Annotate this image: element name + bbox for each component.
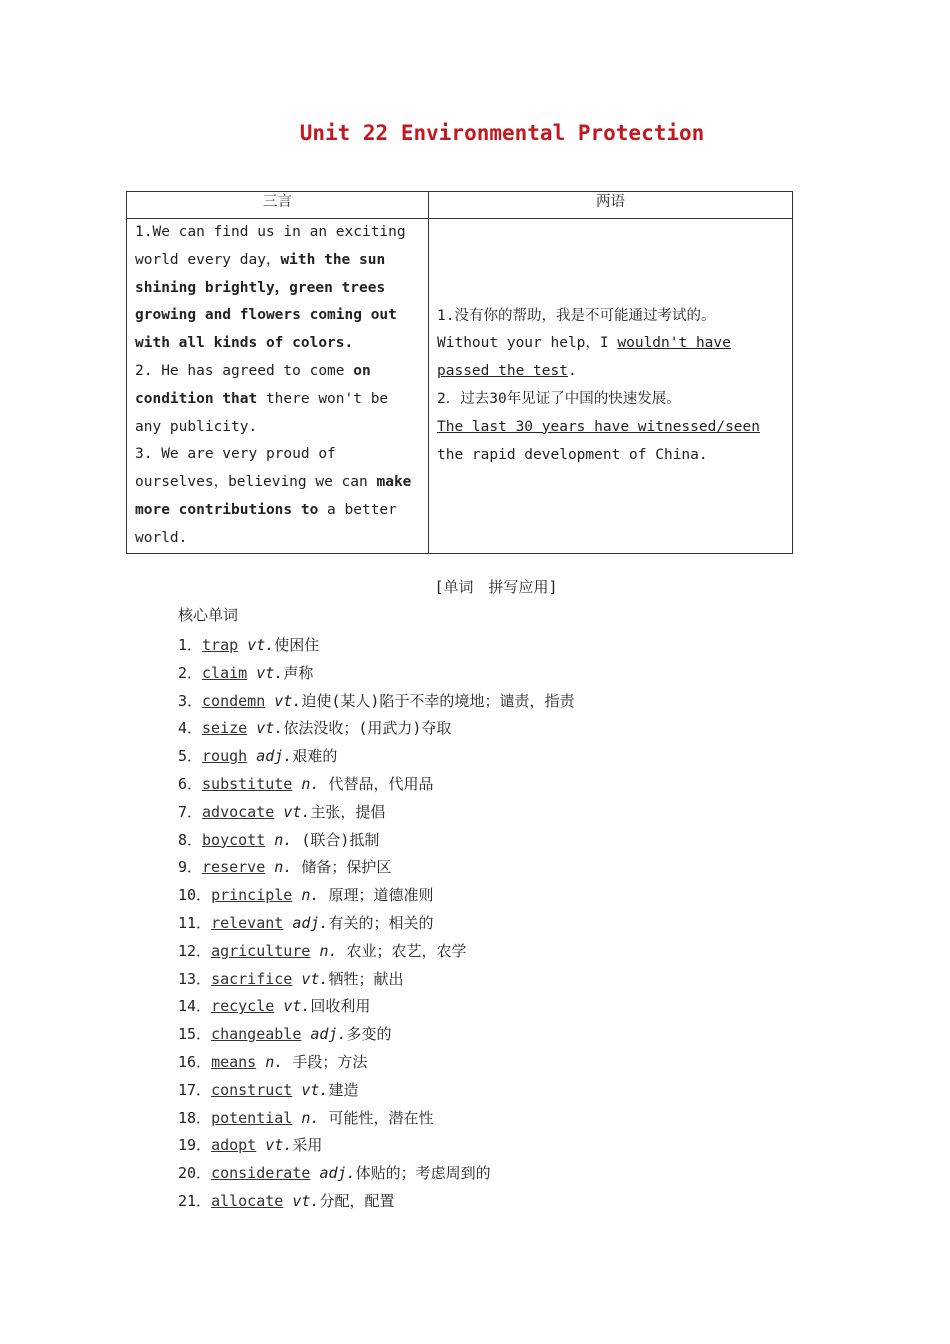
vocab-number: 2．: [178, 663, 203, 682]
vocab-number: 17．: [178, 1080, 212, 1099]
list-item: [178, 688, 574, 716]
vocab-number: 12．: [178, 941, 212, 960]
vocab-word: considerate: [211, 1164, 311, 1183]
bold-phrase: on condition that: [135, 362, 371, 407]
vocab-number: 9．: [178, 858, 203, 877]
text-run: 1.没有你的帮助，我是不可能通过考试的。: [437, 307, 716, 324]
vocab-meaning: 采用: [292, 1136, 323, 1155]
list-item: [178, 1160, 574, 1188]
vocab-pos: vt.: [301, 1080, 329, 1099]
vocab-pos: n.: [301, 774, 320, 793]
vocab-word: boycott: [202, 830, 266, 849]
vocab-word: reserve: [202, 858, 266, 877]
subhead-core-words: 核心单词: [178, 606, 239, 624]
vocab-word: substitute: [202, 774, 293, 793]
vocab-pos: vt.: [292, 1191, 320, 1210]
vocab-word: advocate: [202, 802, 275, 821]
vocab-pos: vt.: [265, 1136, 293, 1155]
column-header-liangyu: 两语: [429, 192, 793, 219]
vocab-meaning: 多变的: [346, 1025, 392, 1044]
vocab-number: 4．: [178, 719, 203, 738]
vocab-number: 15．: [178, 1025, 212, 1044]
vocab-word: sacrifice: [211, 969, 293, 988]
vocab-meaning: 声称: [283, 663, 314, 682]
vocab-meaning: 主张，提倡: [310, 802, 386, 821]
text-run: a better world.: [135, 501, 397, 546]
vocab-pos: n.: [265, 1052, 284, 1071]
text-run: there won't be any publicity.: [135, 390, 389, 435]
text-run: 2. He has agreed to come: [135, 362, 354, 379]
vocab-number: 3．: [178, 691, 203, 710]
paragraph: [135, 358, 420, 441]
list-item: [178, 966, 574, 994]
list-item: [178, 743, 574, 771]
text-run: 1.We can find us in an exciting world every day，: [135, 224, 406, 268]
text-run: Without your help，I: [437, 335, 618, 352]
list-item: [178, 854, 574, 882]
vocab-meaning: 体贴的；考虑周到的: [355, 1164, 491, 1183]
vocab-number: 20．: [178, 1164, 212, 1183]
paragraph: [135, 441, 420, 552]
list-item: [178, 1105, 574, 1133]
list-item: [178, 827, 574, 855]
vocab-pos: adj.: [319, 1164, 356, 1183]
list-item: [178, 771, 574, 799]
text-run: 2．过去30年见证了中国的快速发展。: [437, 391, 681, 407]
vocab-word: recycle: [211, 997, 275, 1016]
sentence-examples-cell: [127, 219, 429, 554]
list-item: [178, 1049, 574, 1077]
vocab-number: 19．: [178, 1136, 212, 1155]
vocab-meaning: (联合)抵制: [292, 830, 380, 849]
vocab-meaning: 牺牲；献出: [328, 969, 404, 988]
vocab-pos: n.: [301, 1108, 320, 1127]
vocab-pos: vt.: [274, 691, 302, 710]
vocab-meaning: 可能性，潜在性: [319, 1108, 434, 1127]
text-run: 3. We are very proud of ourselves，believing we can: [135, 446, 377, 491]
vocab-number: 7．: [178, 802, 203, 821]
vocab-word: changeable: [211, 1025, 302, 1044]
vocab-word: relevant: [211, 913, 284, 932]
vocab-pos: vt.: [283, 802, 311, 821]
vocab-list: [178, 632, 574, 1216]
vocab-meaning: 储备；保护区: [292, 858, 392, 877]
vocab-number: 16．: [178, 1052, 212, 1071]
vocab-pos: vt.: [301, 969, 329, 988]
vocab-pos: n.: [274, 858, 293, 877]
vocab-pos: adj.: [292, 913, 329, 932]
paragraph: [437, 330, 784, 386]
vocab-word: allocate: [211, 1191, 284, 1210]
vocab-number: 6．: [178, 774, 203, 793]
list-item: [178, 1021, 574, 1049]
paragraph: [437, 414, 784, 470]
vocab-meaning: 手段；方法: [283, 1052, 368, 1071]
list-item: [178, 799, 574, 827]
column-header-sanyan: 三言: [127, 192, 429, 219]
list-item: [178, 660, 574, 688]
paragraph: [437, 303, 784, 331]
vocab-word: construct: [211, 1080, 293, 1099]
list-item: [178, 632, 574, 660]
vocab-number: 13．: [178, 969, 212, 988]
bold-phrase: with the sun shining brightly，green trees growing and flowers coming out with all kinds of colors.: [135, 251, 397, 352]
paragraph: [437, 386, 784, 414]
paragraph: [135, 219, 420, 358]
vocab-meaning: 代替品，代用品: [319, 774, 434, 793]
vocab-number: 11．: [178, 913, 212, 932]
vocab-number: 5．: [178, 747, 203, 766]
vocab-word: adopt: [211, 1136, 257, 1155]
text-run: the rapid development of China.: [437, 446, 708, 463]
vocab-pos: n.: [319, 941, 338, 960]
vocab-word: trap: [202, 636, 239, 654]
vocab-meaning: 农业；农艺，农学: [337, 941, 467, 960]
vocab-word: seize: [202, 719, 248, 738]
vocab-pos: n.: [274, 830, 293, 849]
vocab-pos: adj.: [256, 747, 293, 766]
table-header-row: [127, 192, 793, 219]
vocab-pos: vt.: [256, 719, 284, 738]
vocab-word: principle: [211, 886, 293, 905]
vocab-pos: n.: [301, 886, 320, 905]
list-item: [178, 1188, 574, 1216]
vocab-word: potential: [211, 1108, 293, 1127]
underlined-answer: The last 30 years have witnessed/seen: [437, 418, 761, 435]
vocab-number: 8．: [178, 830, 203, 849]
vocab-word: claim: [202, 663, 248, 682]
table-body-row: [127, 219, 793, 554]
vocab-number: 21．: [178, 1191, 212, 1210]
list-item: [178, 882, 574, 910]
list-item: [178, 910, 574, 938]
vocab-meaning: 使困住: [274, 636, 320, 654]
vocab-meaning: 分配，配置: [319, 1191, 395, 1210]
vocab-pos: vt.: [256, 663, 284, 682]
vocab-number: 10．: [178, 886, 212, 905]
list-item: [178, 938, 574, 966]
vocab-meaning: 艰难的: [292, 747, 338, 766]
page-title: Unit 22 Environmental Protection: [299, 121, 705, 145]
vocab-number: 14．: [178, 997, 212, 1016]
bold-phrase: make more contributions to: [135, 474, 412, 518]
vocab-word: condemn: [202, 691, 266, 710]
section-label: [单词 拼写应用]: [434, 578, 558, 596]
vocab-meaning: 回收利用: [310, 997, 371, 1016]
vocab-word: agriculture: [211, 941, 311, 960]
vocab-word: means: [211, 1052, 257, 1071]
vocab-meaning: 依法没收；(用武力)夺取: [283, 719, 452, 738]
vocab-number: 18．: [178, 1108, 212, 1127]
list-item: [178, 1077, 574, 1105]
underlined-answer: wouldn't have passed the test: [437, 335, 731, 380]
vocab-meaning: 建造: [328, 1080, 359, 1099]
vocab-number: 1．: [178, 636, 203, 654]
vocab-pos: adj.: [310, 1025, 347, 1044]
vocab-meaning: 迫使(某人)陷于不幸的境地；谴责，指责: [301, 691, 575, 710]
list-item: [178, 993, 574, 1021]
list-item: [178, 1132, 574, 1160]
vocab-meaning: 原理；道德准则: [319, 886, 434, 905]
vocab-pos: vt.: [283, 997, 311, 1016]
text-run: .: [567, 363, 577, 380]
vocab-meaning: 有关的；相关的: [328, 913, 434, 932]
phrases-table: [126, 191, 793, 554]
vocab-word: rough: [202, 747, 248, 766]
vocab-pos: vt.: [247, 636, 275, 654]
translation-examples-cell: [429, 219, 793, 554]
list-item: [178, 715, 574, 743]
